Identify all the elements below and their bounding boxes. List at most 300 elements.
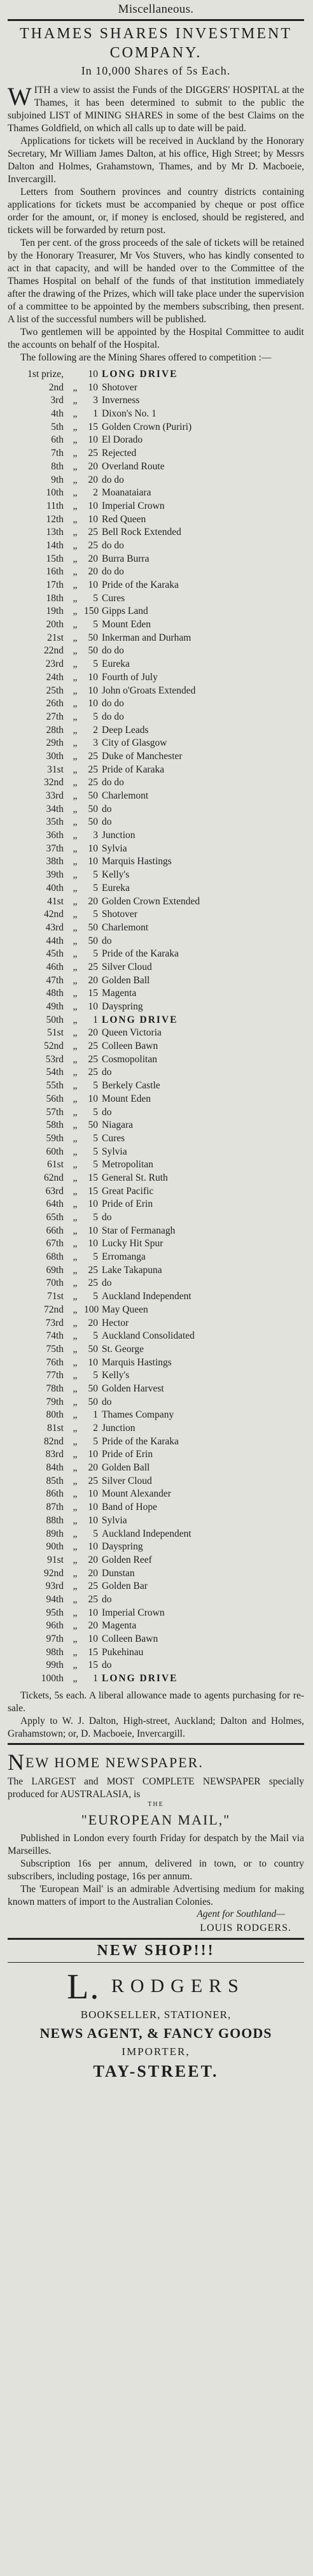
prize-count: 2 [93,1423,98,1434]
prize-ditto: „ [73,1488,78,1500]
prize-ditto: „ [73,1660,78,1671]
prize-count: 5 [93,1132,98,1144]
prize-row [8,500,304,513]
prize-row [8,487,304,500]
prize-count: 25 [88,961,98,972]
prize-ditto: „ [73,1120,78,1131]
prize-count: 10 [88,580,98,590]
prize-ditto: „ [73,1607,78,1618]
notice-para-2: Applications for tickets will be received in Auckland by the Honorary Secretary, Mr William James Dalton, at his office, High Street; by Messrs Dalton and Holmes, Grahamstown, Thames, and by Mr D. Macboeie, Invercargill. [8,136,304,185]
prize-name: Auckland Independent [102,1291,191,1302]
prize-row [8,1383,304,1396]
prize-name: Pride of the Karaka [102,948,179,960]
prize-row [8,1343,304,1356]
prize-name: Cures [102,592,125,604]
dropcap: W [8,82,32,111]
shop-ad-line3: IMPORTER, [122,2045,190,2058]
prize-count: 15 [88,421,98,432]
prize-row [8,632,304,645]
prize-count: 10 [88,1199,98,1210]
prize-ditto: „ [73,1383,78,1394]
prize-name: Golden Reef [102,1554,152,1565]
prize-name: do [102,1067,112,1078]
prize-position: 78th [46,1383,64,1394]
prize-count: 5 [93,658,98,670]
newspaper-ad-para3: The 'European Mail' is an admirable Advertising medium for making known matters of import to the Australian Colonies. [8,1883,304,1907]
prize-name: LONG DRIVE [102,1014,178,1025]
notice-para-5: Two gentlemen will be appointed by the Hospital Committee to audit the accounts on behalf of the Hospital. [8,327,304,350]
prize-count: 1 [93,1409,98,1421]
prize-position: 77th [46,1370,64,1381]
prize-count: 5 [93,1212,98,1223]
prize-ditto: „ [73,1199,78,1210]
prize-row [8,553,304,566]
prize-name: Kelly's [102,869,130,881]
prize-position: 83rd [45,1449,64,1460]
prize-ditto: „ [73,474,78,485]
prize-ditto: „ [73,1356,78,1368]
prize-row [8,948,304,961]
prize-ditto: „ [73,1567,78,1579]
prize-row [8,724,304,737]
notice-para-4: Ten per cent. of the gross proceeds of the sale of tickets will be retained by the Honorary Treasurer, Mr Vos Stuvers, who has kindly consented to act in that capacity, and will be handed over to the Committee of the Thames Hospital on behalf of the funds of that institution immediately after the drawing of the Prizes, which will take place under the supervision of a committee to be appointed by the members subscribing, then present. A list of the successful numbers will be published. [8,238,304,325]
prize-position: 19th [46,606,64,617]
prize-position: 80th [46,1409,64,1421]
prize-count: 15 [88,988,98,999]
prize-count: 50 [88,632,98,643]
prize-ditto: „ [73,764,78,775]
shop-ad-name-initial: L. [67,1967,101,2007]
prize-position: 79th [46,1396,64,1407]
newspaper-ad-para2: Subscription 16s per annum, delivered in town, or to country subscribers, including postage, 16s per annum. [8,1858,304,1882]
prize-name: Silver Cloud [102,1475,152,1486]
prize-ditto: „ [73,632,78,643]
notice-title-line2: COMPANY. [109,45,202,61]
prize-position: 6th [51,434,64,446]
prize-row [8,1633,304,1646]
prize-ditto: „ [73,843,78,854]
prize-name: St. George [102,1343,144,1355]
prize-count: 20 [88,460,98,472]
prize-row [8,1251,304,1264]
prize-position: 40th [46,882,64,893]
prize-count: 5 [93,619,98,630]
prize-ditto: „ [73,1225,78,1236]
prize-position: 74th [46,1330,64,1342]
prize-count: 10 [88,1449,98,1460]
prize-row [8,447,304,460]
prize-count: 20 [88,553,98,564]
prize-ditto: „ [73,408,78,420]
prize-count: 50 [88,935,98,946]
prize-ditto: „ [73,948,78,960]
prize-name: do do [102,711,124,722]
prize-count: 10 [88,856,98,867]
prize-count: 5 [93,1330,98,1342]
prize-count: 50 [88,803,98,815]
prize-name: Auckland Independent [102,1528,191,1539]
prize-position: 16th [46,566,64,578]
prize-position: 32nd [44,777,64,788]
prize-name: do do [102,698,124,709]
prize-count: 15 [88,1646,98,1658]
prize-ditto: „ [73,1264,78,1276]
prize-ditto: „ [73,895,78,907]
prize-ditto: „ [73,909,78,920]
prize-ditto: „ [73,1067,78,1078]
prize-position: 35th [46,816,64,828]
prize-name: Erromanga [102,1251,146,1263]
prize-ditto: „ [73,1646,78,1658]
prize-position: 57th [46,1106,64,1118]
prize-position: 41st [47,895,64,907]
prize-count: 1 [93,1673,98,1684]
prize-row [8,1185,304,1199]
prize-position: 34th [46,803,64,815]
prize-position: 61st [47,1159,64,1171]
prize-count: 10 [88,381,98,393]
prize-name: Dixon's No. 1 [102,408,156,420]
prize-name: Deep Leads [102,724,149,736]
prize-row [8,539,304,553]
prize-ditto: „ [73,1462,78,1474]
prize-row [8,697,304,711]
prize-position: 85th [46,1475,64,1486]
prize-ditto: „ [73,1475,78,1486]
prize-ditto: „ [73,580,78,590]
prize-position: 45th [46,948,64,960]
prize-name: Bell Rock Extended [102,527,181,538]
prize-count: 10 [88,1093,98,1104]
prize-ditto: „ [73,974,78,986]
prize-position: 88th [46,1514,64,1526]
prize-name: Marquis Hastings [102,856,172,867]
prize-position: 66th [46,1225,64,1236]
prize-position: 12th [46,513,64,525]
prize-name: do [102,1212,112,1223]
prize-count: 50 [88,1396,98,1407]
prize-row [8,790,304,803]
prize-count: 20 [88,1317,98,1328]
prize-position: 98th [46,1646,64,1658]
prize-name: Cosmopolitan [102,1053,157,1065]
prize-row [8,1409,304,1422]
prize-count: 2 [93,724,98,736]
prize-name: John o'Groats Extended [102,685,196,696]
prize-row [8,737,304,750]
notice-para-6: The following are the Mining Shares offered to competition :— [20,352,272,363]
prize-ditto: „ [73,1317,78,1328]
prize-ditto: „ [73,1146,78,1157]
prize-count: 25 [88,1264,98,1276]
prize-ditto: „ [73,434,78,446]
prize-position: 21st [47,632,64,643]
prize-name: Band of Hope [102,1502,157,1513]
prize-name: Dunstan [102,1567,135,1579]
prize-position: 63rd [45,1185,64,1197]
prize-position: 26th [46,698,64,709]
prize-count: 5 [93,592,98,604]
prize-row [8,1106,304,1120]
prize-position: 94th [46,1593,64,1605]
prize-row [8,368,304,381]
prize-row [8,882,304,895]
prize-ditto: „ [73,1014,78,1025]
prize-row [8,1475,304,1488]
prize-name: Mount Alexander [102,1488,171,1500]
prize-position: 27th [46,711,64,722]
prize-name: Star of Fermanagh [102,1225,176,1236]
prize-position: 14th [46,539,64,551]
prize-ditto: „ [73,592,78,604]
prize-row [8,671,304,685]
prize-name: Golden Crown Extended [102,895,200,907]
prize-ditto: „ [73,460,78,472]
prize-position: 48th [46,988,64,999]
prize-ditto: „ [73,1435,78,1447]
prize-name: Red Queen [102,513,146,525]
prize-count: 5 [93,1528,98,1539]
prize-ditto: „ [73,1159,78,1171]
prize-position: 71st [47,1291,64,1302]
prize-name: Marquis Hastings [102,1356,172,1368]
prize-row [8,685,304,698]
prize-position: 13th [46,527,64,538]
prize-count: 20 [88,895,98,907]
prize-position: 5th [51,421,64,432]
prize-count: 5 [93,1146,98,1157]
prize-count: 10 [88,1488,98,1500]
prize-row [8,1158,304,1172]
prize-count: 5 [93,909,98,920]
prize-row [8,843,304,856]
prize-count: 25 [88,527,98,538]
prize-position: 58th [46,1120,64,1131]
prize-name: Golden Crown (Puriri) [102,421,192,432]
prize-name: Junction [102,1423,136,1434]
prize-count: 3 [93,395,98,406]
prize-row [8,618,304,632]
prize-name: Imperial Crown [102,500,165,511]
prize-name: do do [102,566,124,578]
prize-ditto: „ [73,448,78,459]
prize-ditto [66,368,84,381]
prize-count: 10 [88,1238,98,1249]
prize-row [8,1198,304,1211]
prize-name: Eureka [102,882,130,893]
prize-row [8,1659,304,1672]
prize-ditto: „ [73,658,78,670]
prize-name: Fourth of July [102,671,158,683]
prize-count: 5 [93,711,98,722]
prize-name: Burra Burra [102,553,150,564]
prize-count: 20 [88,974,98,986]
prize-name: Magenta [102,1620,137,1632]
prize-row [8,592,304,606]
prize-count: 5 [93,869,98,881]
prize-ditto: „ [73,1304,78,1315]
prize-count: 20 [88,1554,98,1565]
prize-row [8,1672,304,1686]
prize-row [8,895,304,909]
prize-count: 10 [88,434,98,446]
prize-ditto: „ [73,487,78,499]
prize-name: Rejected [102,448,137,459]
prize-count: 5 [93,948,98,960]
prize-ditto: „ [73,527,78,538]
prize-row [8,1027,304,1040]
prize-count: 25 [88,539,98,551]
prize-ditto: „ [73,1593,78,1605]
prize-name: Dayspring [102,1001,143,1012]
prize-position: 37th [46,843,64,854]
prize-name: do [102,1396,112,1407]
prize-name: Pride of Erin [102,1199,153,1210]
prize-row [8,1435,304,1449]
prize-row [8,1541,304,1554]
prize-row [8,1172,304,1185]
prize-count: 20 [88,474,98,485]
prize-ditto: „ [73,539,78,551]
prize-ditto: „ [73,1502,78,1513]
prize-ditto: „ [73,1093,78,1104]
prize-position: 22nd [44,645,64,657]
prize-name: do [102,1277,112,1289]
prize-position: 54th [46,1067,64,1078]
prize-position: 18th [46,592,64,604]
prize-name: Mount Eden [102,1093,151,1104]
prize-count: 3 [93,737,98,749]
prize-ditto: „ [73,1554,78,1565]
prize-name: do do [102,645,124,657]
prize-name: Sylvia [102,843,127,854]
prize-name: City of Glasgow [102,737,167,749]
prize-name: do [102,1106,112,1118]
prize-count: 15 [88,1172,98,1183]
prize-position: 75th [46,1343,64,1355]
notice-subtitle: In 10,000 Shares of 5s Each. [81,64,231,77]
prize-ditto: „ [73,1185,78,1197]
prize-count: 25 [88,448,98,459]
prize-count: 25 [88,777,98,788]
prize-position: 89th [46,1528,64,1539]
prize-row [8,658,304,671]
prize-row [8,1053,304,1067]
prize-row [8,1619,304,1633]
prize-ditto: „ [73,1132,78,1144]
prize-name: Silver Cloud [102,961,152,972]
prize-name: Imperial Crown [102,1607,165,1618]
prize-position: 46th [46,961,64,972]
prize-position: 4th [51,408,64,420]
prize-name: Charlemont [102,790,149,801]
prize-ditto: „ [73,1528,78,1539]
prize-name: do do [102,777,124,788]
newspaper-ad-signoff: LOUIS RODGERS. [200,1922,291,1933]
newspaper-ad-heading [8,1749,304,1775]
prize-position: 51st [47,1027,64,1039]
prize-count: 10 [88,1541,98,1553]
prize-ditto: „ [73,724,78,736]
prize-list [8,368,304,1686]
prize-position: 100th [41,1673,64,1684]
prize-count: 25 [88,1041,98,1052]
prize-row [8,855,304,869]
prize-name: Lake Takapuna [102,1264,162,1276]
prize-position: 11th [46,500,64,511]
prize-ditto: „ [73,816,78,828]
prize-row [8,1567,304,1581]
prize-position: 7th [51,448,64,459]
prize-ditto: „ [73,1041,78,1052]
prize-position: 50th [46,1014,64,1025]
prize-position: 25th [46,685,64,696]
prize-position: 52nd [44,1041,64,1052]
prize-name: Berkely Castle [102,1080,160,1092]
prize-row [8,1119,304,1132]
prize-row [8,566,304,579]
prize-position: 31st [47,764,64,775]
prize-position: 42nd [44,909,64,920]
prize-position: 55th [46,1080,64,1092]
prize-name: Great Pacific [102,1185,154,1197]
prize-ditto: „ [73,566,78,578]
prize-ditto: „ [73,803,78,815]
prize-ditto: „ [73,645,78,657]
newspaper-ad-para1: Published in London every fourth Friday for despatch by the Mail via Marseilles. [8,1832,304,1856]
prize-ditto: „ [73,830,78,841]
prize-name: Hector [102,1317,129,1328]
prize-count: 10 [88,843,98,854]
prize-row [8,1448,304,1462]
prize-ditto: „ [73,1251,78,1263]
prize-name: Sylvia [102,1146,127,1157]
prize-position: 53rd [45,1053,64,1065]
prize-row [8,1079,304,1093]
prize-ditto: „ [73,1633,78,1644]
prize-row [8,1014,304,1027]
prize-row [8,421,304,434]
prize-name: May Queen [102,1304,148,1315]
prize-ditto: „ [73,1080,78,1092]
prize-count: 25 [88,1053,98,1065]
prize-count: 10 [88,369,98,380]
prize-row [8,750,304,764]
prize-row [8,776,304,790]
prize-row [8,974,304,988]
prize-row [8,1132,304,1146]
prize-position: 9th [51,474,64,485]
prize-count: 20 [88,1462,98,1474]
prize-ditto: „ [73,1409,78,1421]
prize-count: 50 [88,922,98,933]
prize-count: 150 [84,606,99,617]
prize-name: do [102,816,112,828]
prize-name: Moanataiara [102,487,151,499]
prize-count: 20 [88,566,98,578]
prize-position: 30th [46,750,64,762]
newspaper-column [0,3,313,2081]
prize-row [8,1396,304,1409]
prize-position: 36th [46,830,64,841]
prize-row [8,816,304,829]
prize-name: Lucky Hit Spur [102,1238,163,1249]
prize-row [8,1277,304,1290]
prize-name: Queen Victoria [102,1027,162,1039]
prize-ditto: „ [73,671,78,683]
prize-count: 10 [88,698,98,709]
prize-position: 87th [46,1502,64,1513]
